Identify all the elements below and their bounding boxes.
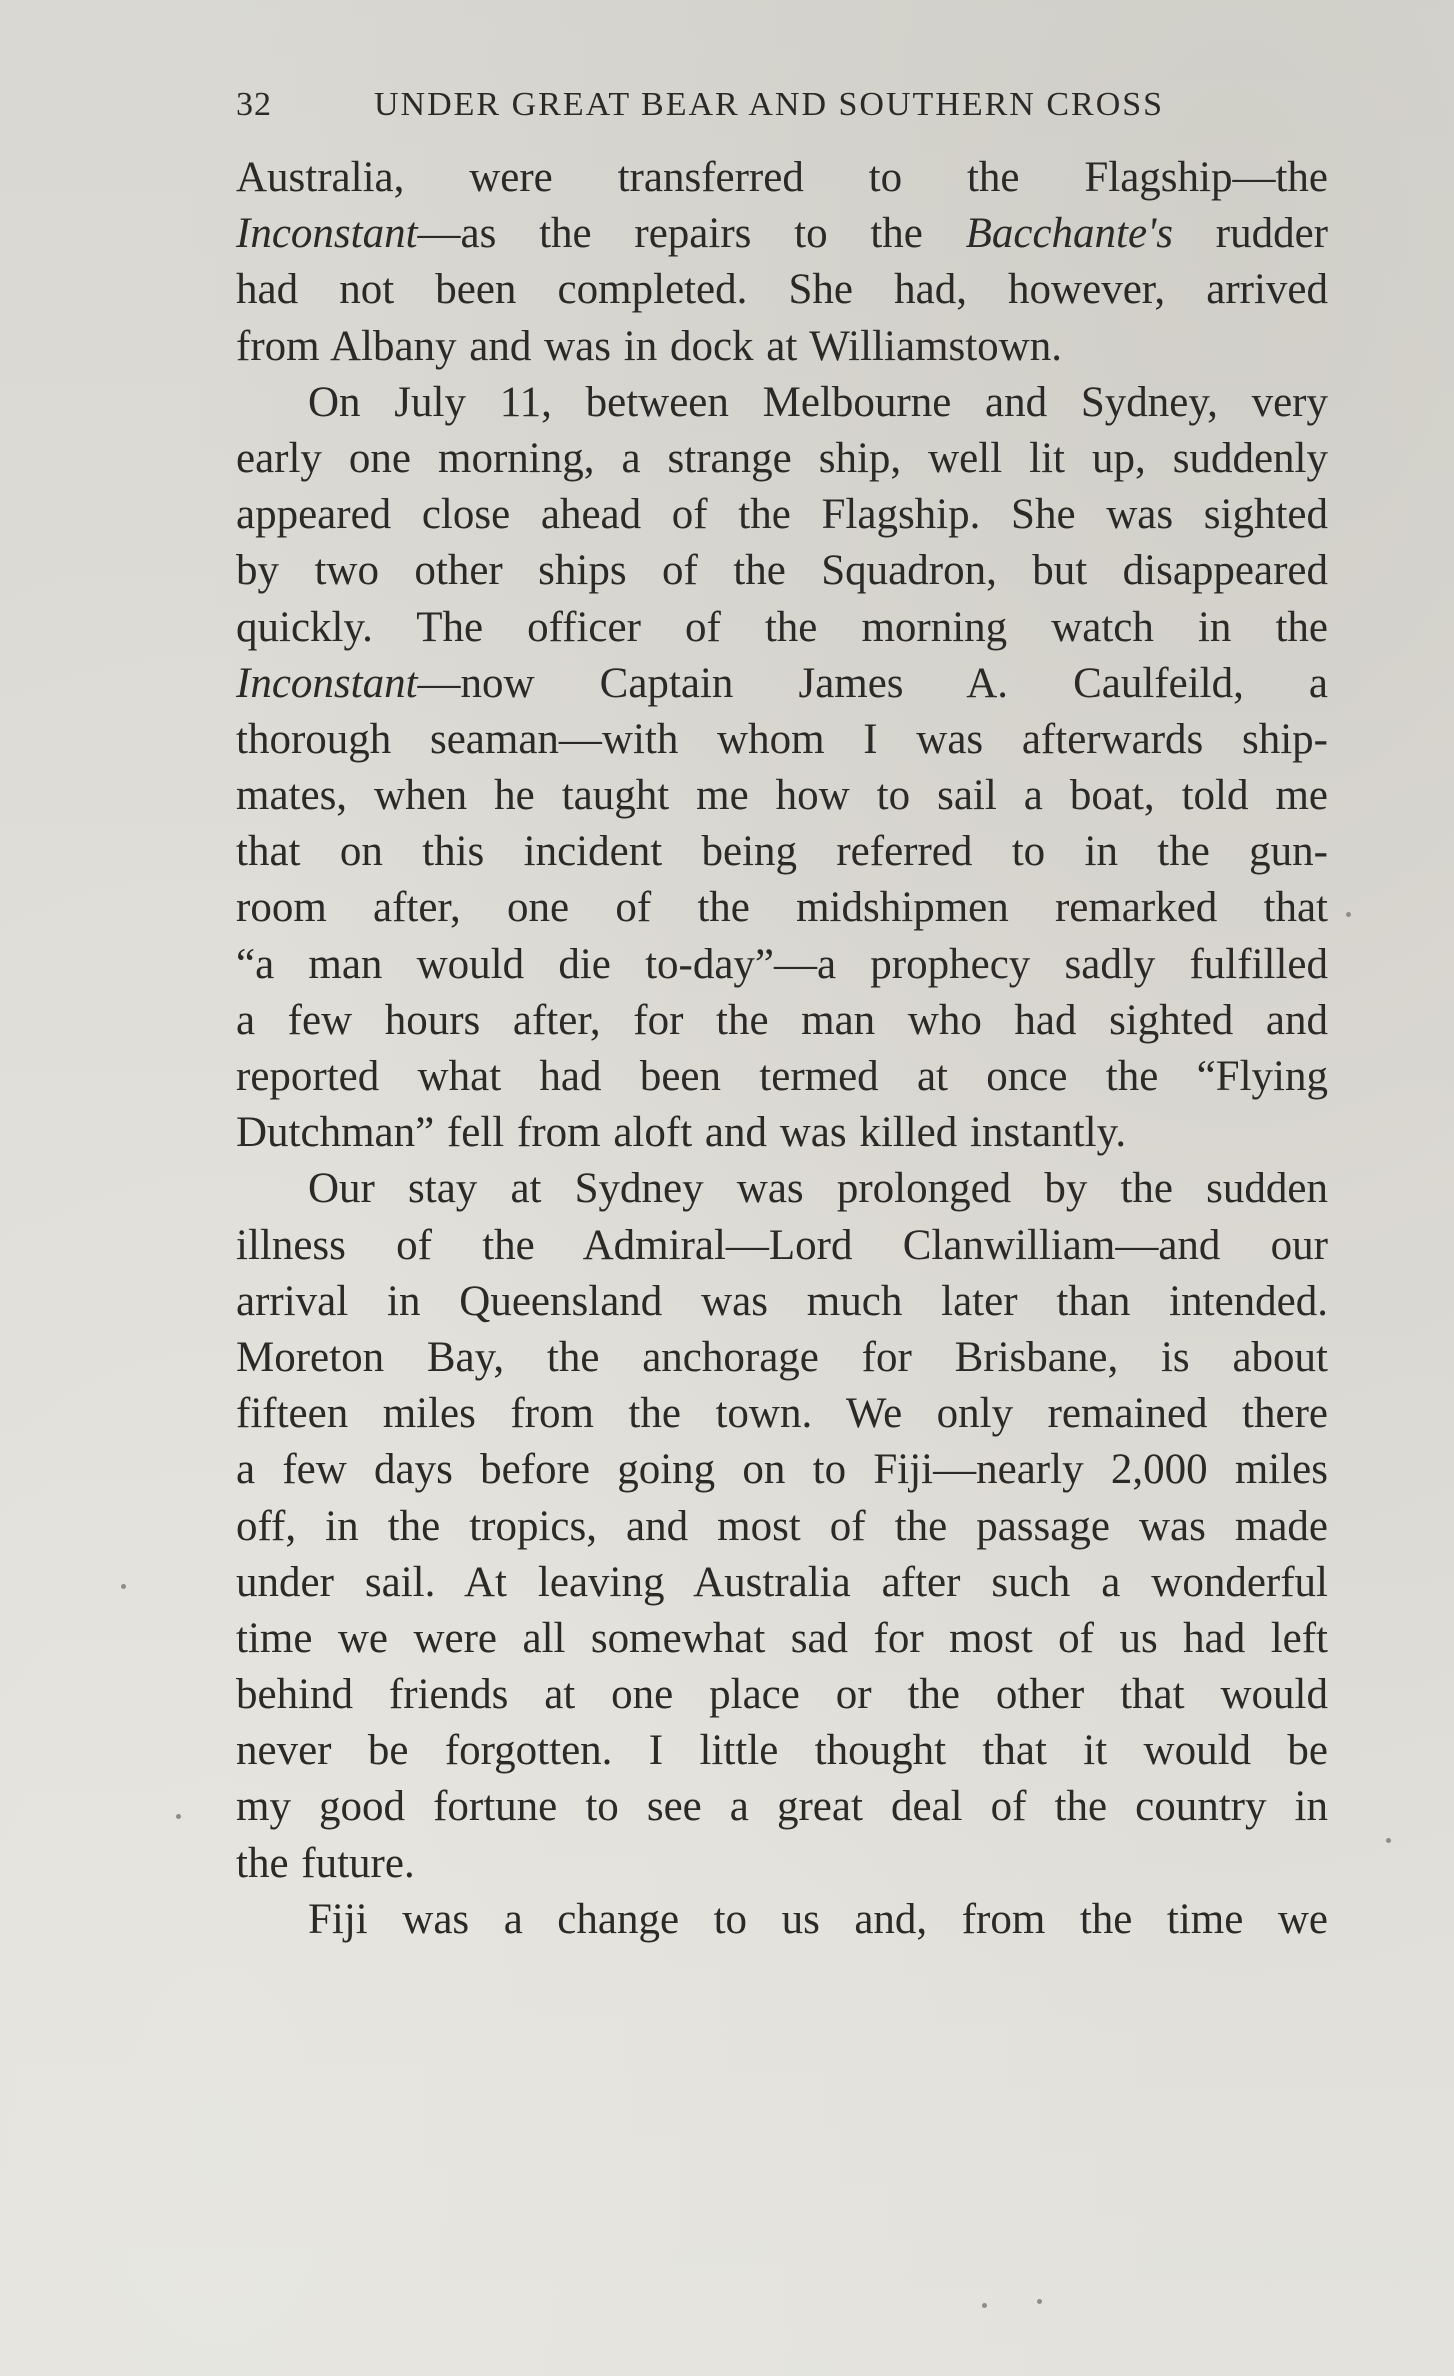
text-line xyxy=(236,1779,1328,1835)
text-line xyxy=(236,937,1328,993)
text-run: off, in the tropics, and most of the passage was made xyxy=(236,1502,1328,1550)
text-line xyxy=(236,993,1328,1049)
text-run: reported what had been termed at once the “Flying xyxy=(236,1053,1328,1100)
text-line xyxy=(236,206,1328,262)
text-run: Fiji was a change to us and, from the time we xyxy=(308,1895,1328,1943)
text-run: arrival in Queensland was much later than intended. xyxy=(236,1277,1328,1325)
text-line xyxy=(236,768,1328,824)
text-run: behind friends at one place or the other that would xyxy=(236,1671,1328,1719)
text-line xyxy=(236,1274,1328,1330)
text-line xyxy=(236,375,1328,431)
text-line xyxy=(236,712,1328,768)
page-header xyxy=(236,80,1328,130)
text-line xyxy=(236,1330,1328,1386)
text-line xyxy=(236,262,1328,318)
text-run: by two other ships of the Squadron, but disappeared xyxy=(236,547,1328,595)
text-line xyxy=(236,431,1328,487)
text-run: that on this incident being referred to in the gun- xyxy=(236,828,1328,876)
text-line xyxy=(236,656,1328,712)
text-run: Dutchman” fell from aloft and was killed instantly. xyxy=(236,1109,1127,1157)
text-run: Australia, were transferred to the Flagship—the xyxy=(236,154,1328,201)
text-line xyxy=(236,1386,1328,1442)
text-line xyxy=(236,1892,1328,1948)
text-run: room after, one of the midshipmen remarked that xyxy=(236,884,1328,932)
text-run: early one morning, a strange ship, well lit up, suddenly xyxy=(236,434,1328,482)
text-run: On July 11, between Melbourne and Sydney, very xyxy=(308,378,1328,426)
paper-speck xyxy=(121,1584,126,1589)
text-run: my good fortune to see a great deal of the country in xyxy=(236,1783,1328,1831)
running-head: UNDER GREAT BEAR AND SOUTHERN CROSS xyxy=(374,86,1165,123)
text-run: rudder xyxy=(1173,210,1328,258)
text-run: from Albany and was in dock at Williamstown. xyxy=(236,322,1062,370)
text-run: quickly. The officer of the morning watch in the xyxy=(236,603,1328,651)
text-run: a few days before going on to Fiji—nearly 2,000 miles xyxy=(236,1446,1328,1494)
text-line xyxy=(236,1218,1328,1274)
italic-text: Inconstant xyxy=(236,210,418,258)
text-run: never be forgotten. I little thought that it would be xyxy=(236,1727,1328,1775)
text-run: fifteen miles from the town. We only remained there xyxy=(236,1390,1328,1438)
text-run: the future. xyxy=(236,1839,415,1887)
page-number: 32 xyxy=(236,86,272,123)
body-text xyxy=(236,150,1328,1948)
text-line xyxy=(236,487,1328,543)
text-run: illness of the Admiral—Lord Clanwilliam—and our xyxy=(236,1221,1328,1269)
text-run: time we were all somewhat sad for most of us had left xyxy=(236,1614,1328,1662)
text-line xyxy=(236,880,1328,936)
italic-text: Bacchante's xyxy=(965,210,1174,258)
text-run: under sail. At leaving Australia after such a wonderful xyxy=(236,1558,1328,1606)
text-line xyxy=(236,600,1328,656)
text-line xyxy=(236,824,1328,880)
text-line xyxy=(236,543,1328,599)
text-line xyxy=(236,1555,1328,1611)
paper-speck xyxy=(1037,2299,1042,2304)
text-line xyxy=(236,1667,1328,1723)
text-line xyxy=(236,1611,1328,1667)
paper-speck xyxy=(982,2303,987,2308)
text-run: had not been completed. She had, however, arrived xyxy=(236,266,1328,314)
text-run: —as the repairs to the xyxy=(417,210,966,258)
paper-speck xyxy=(1346,912,1351,917)
text-line xyxy=(236,150,1328,206)
paper-speck xyxy=(176,1814,181,1819)
text-line xyxy=(236,1836,1328,1892)
text-line xyxy=(236,1499,1328,1555)
text-run: Our stay at Sydney was prolonged by the sudden xyxy=(308,1165,1328,1213)
text-run: “a man would die to-day”—a prophecy sadly fulfilled xyxy=(236,940,1328,988)
text-line xyxy=(236,1105,1328,1161)
text-run: mates, when he taught me how to sail a boat, told me xyxy=(236,772,1328,820)
text-run: thorough seaman—with whom I was afterwards ship- xyxy=(236,715,1328,763)
paper-speck xyxy=(1386,1838,1391,1843)
text-run: a few hours after, for the man who had sighted and xyxy=(236,996,1328,1044)
text-line xyxy=(236,1442,1328,1498)
text-line xyxy=(236,1161,1328,1217)
text-line xyxy=(236,319,1328,375)
text-line xyxy=(236,1049,1328,1105)
text-run: Moreton Bay, the anchorage for Brisbane, is about xyxy=(236,1333,1328,1381)
text-run: appeared close ahead of the Flagship. She was sighted xyxy=(236,491,1328,539)
italic-text: Inconstant xyxy=(236,659,418,707)
text-run: —now Captain James A. Caulfeild, a xyxy=(417,659,1328,707)
text-line xyxy=(236,1723,1328,1779)
